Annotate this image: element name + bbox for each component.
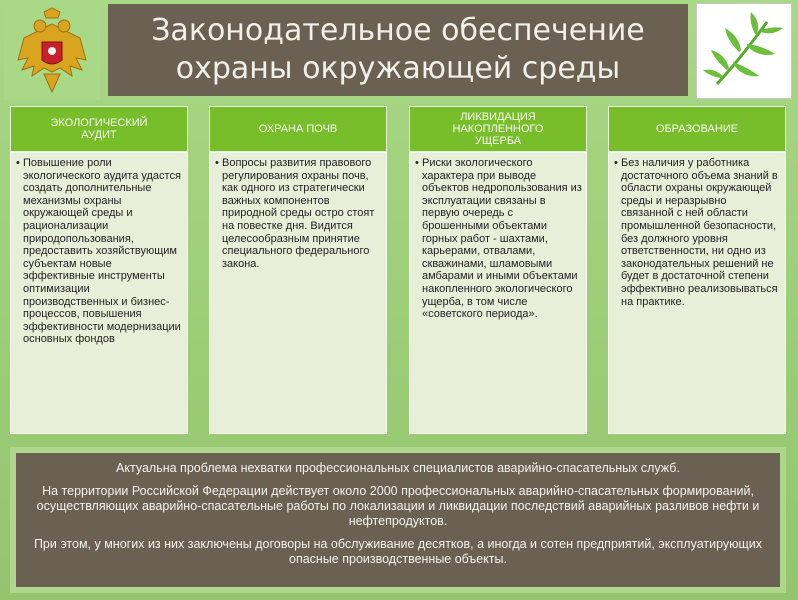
title-bar — [108, 4, 688, 96]
leaf-branch-icon — [697, 4, 791, 98]
column-text: Риски экологического характера при выводе объектов недропользования из эксплуатации связаны в первую очередь с брошенными объектами горных работ - шахтами, карьерами, отвалами, скважинами, шламовыми амбарами и иными объектами накопленного экологического ущерба, в том числе «советского периода». — [422, 157, 582, 321]
bullet-icon: • — [215, 157, 219, 169]
column-header-label: ЭКОЛОГИЧЕСКИЙ АУДИТ — [50, 117, 148, 141]
column-body — [10, 152, 188, 434]
column-header-label: ОБРАЗОВАНИЕ — [655, 123, 739, 135]
coat-of-arms-icon — [4, 4, 100, 100]
bottom-paragraph-1: Актуальна проблема нехватки профессиональных специалистов аварийно-спасательных служб. — [116, 461, 680, 475]
column-text: Вопросы развития правового регулирования охраны почв, как одного из стратегически важных компонентов природной среды остро стоят на повестке дня. Видится целесообразным принятие специального федерального закона. — [222, 157, 375, 270]
column-header-label: ОХРАНА ПОЧВ — [258, 123, 338, 135]
column-body — [608, 152, 786, 434]
column-header — [10, 106, 188, 152]
column-header — [209, 106, 387, 152]
column-education — [608, 106, 786, 434]
column-soil-protection — [209, 106, 387, 434]
column-damage-liquidation — [409, 106, 587, 434]
bottom-paragraph-2: На территории Российской Федерации действует около 2000 профессиональных аварийно-спасательных формирований, осуществляющих аварийно-спасательные работы по локализации и ликвидации последствий аварийных разливов нефти и нефтепродуктов. — [36, 484, 760, 528]
column-body — [209, 152, 387, 434]
column-text: Повышение роли экологического аудита удастся создать дополнительные механизмы охраны окружающей среды и рационализации природопользования, предоставить хозяйствующим субъектам новые эффективные инструменты оптимизации производственных и бизнес-процессов, повышения эффективности модернизации основных фондов — [23, 157, 181, 346]
column-header — [409, 106, 587, 152]
bottom-paragraph-3: При этом, у многих из них заключены договоры на обслуживание десятков, а иногда и сотен предприятий, эксплуатирующих опасные производственные объекты. — [33, 537, 763, 566]
bullet-icon: • — [614, 157, 618, 169]
column-header — [608, 106, 786, 152]
leaf-logo — [697, 4, 791, 98]
bottom-panel — [10, 447, 786, 593]
column-body — [409, 152, 587, 434]
bullet-icon: • — [415, 157, 419, 169]
bottom-panel-content — [16, 453, 780, 587]
page-title: Законодательное обеспечение охраны окружающей среды — [151, 13, 645, 86]
column-header-label: ЛИКВИДАЦИЯ НАКОПЛЕННОГО УЩЕРБА — [452, 111, 544, 147]
column-eco-audit — [10, 106, 188, 434]
column-text: Без наличия у работника достаточного объема знаний в области охраны окружающей среды и неразрывно связанной с ней области промышленной безопасности, без должного уровня ответственности, ни одно из законодательных решений не будет в достаточной степени эффективно реализовываться на практике. — [621, 157, 778, 308]
bullet-icon: • — [16, 157, 20, 169]
